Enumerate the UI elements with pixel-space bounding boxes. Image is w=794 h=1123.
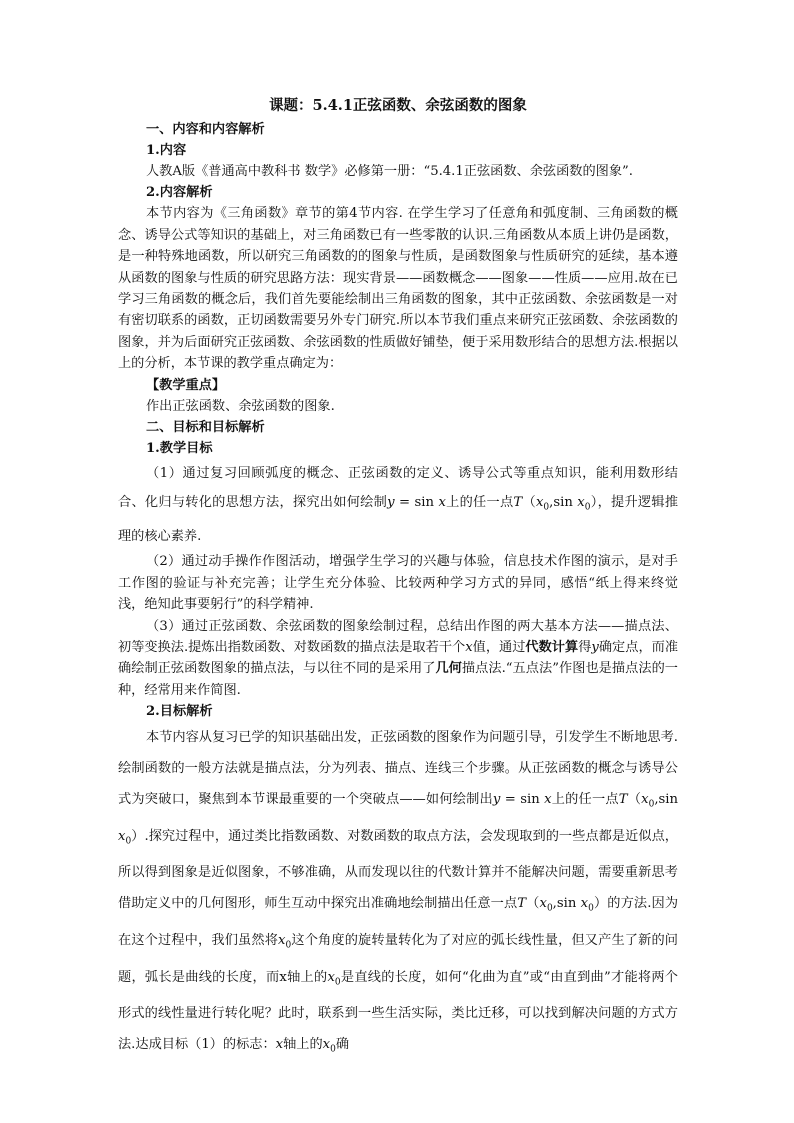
goal-3: （3）通过正弦函数、余弦函数的图象绘制过程，总结出作图的两大基本方法——描点法、初等变换法.提炼出指数函数、对数函数的描点法是取若干个x值，通过代数计算得y确定点，而准确绘制正弦函数图象的描点法，与以往不同的是采用了几何描点法.“五点法”作图也是描点法的一种，经常用来作简图.	[118, 618, 679, 698]
math-x: x	[438, 494, 446, 510]
goal-1: （1）通过复习回顾弧度的概念、正弦函数的定义、诱导公式等重点知识，能利用数形结合、化归与转化的思想方法，探究出如何绘制y = sin x上的任一点$T(x_0,\sin$ $x_0$），提升逻辑推理的核心素养.	[118, 465, 679, 545]
math-T: T	[513, 494, 523, 510]
math-x0: x	[535, 494, 544, 510]
goal-2: （2）通过动手操作作图活动，增强学生学习的兴趣与体验，信息技术作图的演示，是对手工作图的验证与补充完善；让学生充分体验、比较两种学习方式的异同，感悟“纸上得来终觉浅，绝知此事要躬行”的科学精神.	[118, 554, 678, 613]
paragraph-analysis: 本节内容为《三角函数》章节的第4节内容. 在学生学习了任意角和弧度制、三角函数的概念、诱导公式等知识的基础上，对三角函数已有一些零散的认识.三角函数从本质上讲仍是函数，是一种特殊地函数，所以研究三角函数的的图象与性质，是函数图象与性质研究的延续，基本遵从函数的图象与性质的研究思路方法：现实背景——函数概念——图象——性质——应用.故在已学习三角函数的概念后，我们首先要能绘制出三角函数的图象，其中正弦函数、余弦函数是一对有密切联系的函数，正切函数需要另外专门研究.所以本节我们重点来研究正弦函数、余弦函数的图象，并为后面研究正弦函数、余弦函数的性质做好铺垫，便于采用数形结合的思想方法.根据以上的分析，本节课的教学重点确定为：	[118, 206, 678, 372]
math-y: y	[387, 494, 395, 510]
subsection-heading-analysis: 2.内容解析	[146, 185, 213, 201]
subsection-heading-content: 1.内容	[146, 143, 187, 158]
page-title: 课题：5.4.1正弦函数、余弦函数的图象	[269, 97, 527, 114]
subsection-heading-goals: 1.教学目标	[146, 440, 213, 456]
document-page	[118, 96, 678, 1066]
goal-analysis: 本节内容从复习已学的知识基础出发，正弦函数的图象作为问题引导，引发学生不断地思考.绘制函数的一般方法就是描点法，分为列表、描点、连线三个步骤。从正弦函数的概念与诱导公式为突破口，聚焦到本节课最重要的一个突破点——如何绘制出y = sin x上的任一点$T(x_0,\sin$ $x_0$）.探究过程中，通过类比指数函数、对数函数的取点方法，会发现取到的一些点都是近似点，所以得到图象是近似图象，不够准确，从而发现以往的代数计算并不能解决问题，需要重新思考借助定义中的几何图形，师生互动中探究出准确地绘制描出任意一点$T(x_0,\sin$ $x_0$）的方法.因为在这个过程中，我们虽然将$x_0$这个角度的旋转量转化为了对应的弧长线性量，但又产生了新的问题，弧长是曲线的长度，而x轴上的$x_0$是直线的长度，如何“化曲为直”或“由直到曲”才能将两个形式的线性量进行转化呢？此时，联系到一些生活实际，类比迁移，可以找到解决问题的方式方法.达成目标（1）的标志：x轴上的$x_0$确	[118, 730, 679, 1055]
section-heading-1: 一、内容和内容解析	[146, 122, 265, 137]
key-point-label: 【教学重点】	[146, 377, 226, 393]
paragraph-content: 人教A版《普通高中教科书 数学》必修第一册：“5.4.1正弦函数、余弦函数的图象”.	[146, 164, 633, 179]
section-heading-2: 二、目标和目标解析	[146, 419, 265, 435]
subsection-heading-goal-analysis: 2.目标解析	[146, 704, 213, 720]
math-eq: = sin	[394, 494, 439, 510]
key-point-text: 作出正弦函数、余弦函数的图象.	[146, 398, 335, 414]
